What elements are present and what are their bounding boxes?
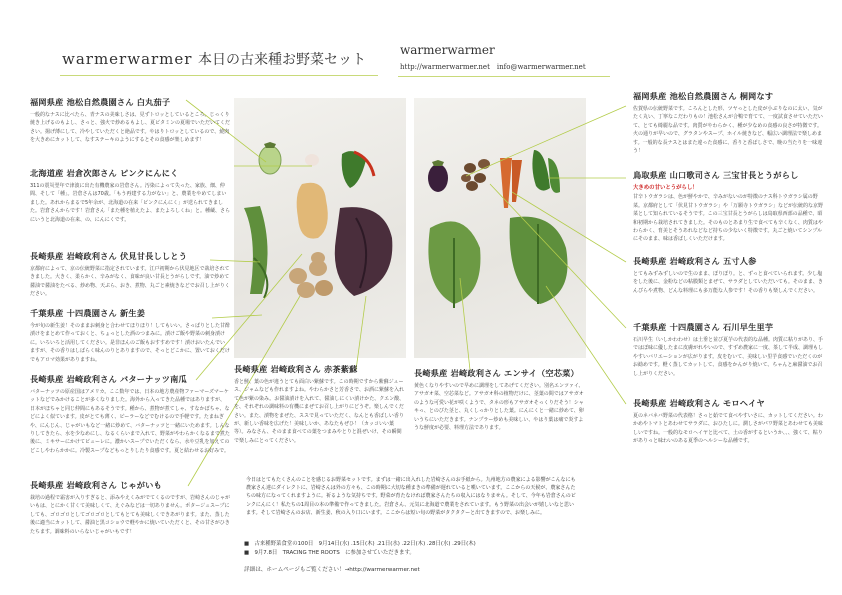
item-card [633, 170, 825, 244]
vegetable-illustration-left [234, 98, 406, 358]
item-card [30, 480, 230, 536]
item-name: 福岡県産 池松自然農園さん 白丸茄子 [30, 97, 171, 107]
item-card [633, 91, 825, 155]
contact-divider [398, 76, 610, 77]
item-description: とてもみずみずしいので生のまま、ぽりぽり。と、ずっと食べていられます。少し塩をした後に、金粉などの粘膜類とまぜて、サラダとしていただいても。そのまま、きんぴらや煮物、どんな料理にも多万能な人参です！その香りも楽しんでください。 [633, 271, 823, 294]
item-description: バターナッツの原産国はアメリカ。ここ数年では、日本の地方農産物ファーマーズマーケットなどでみかけることが多くなりました。海外から入ってきた品種ではありますが、日本がほちゃと同じ仲間にもあるそうです。種から、煮物が煮てしゃ、すなかぼちゃ、などによく似ています。皮がとても薄く、ピーラーなどでむけるので手軽です。たまねぎや、にんじん、じゃがいもなど一緒に炒めて、バターナッツと一緒にいためます。しんなりしてきたら、水を少なめにし、なるくらいまで入れて、野菜がやわらかくなるまで煮た後に、ミキサーにかけてピューレに。濃かいスープでいただくなら、水や豆乳を加えてのどこしやわらかかに。冷製スープなどもっとりしたり食感です。夏と結わせるお好みで。 [30, 389, 230, 454]
item-description: 311の震災翌年で津波に出た有機農家の岩倉さん。汚染によって失った、家族、畑、仲間、そして「種」。岩倉さんは70歳。「もう再建する力がない」と、農業をやめてしまいました。あれからまるで5年余が、北海道の在来「ピンクにんにく」が送られてきました。岩倉さんからです！岩倉さん「また種を植えたよ、またよろしくね」と。種蔵、さらにいうと北海道の在来、の、にんにくです。 [30, 183, 230, 223]
item-card [234, 364, 406, 445]
contact-info: http://warmerwarmer.net info@warmerwarmer.net [400, 63, 586, 71]
item-name: 長崎県産 岩崎政利さん 伏見甘長ししとう [30, 251, 188, 261]
item-description: 一般的なナスに比べたら、青ナスの美味しさは、見ずトロッとしているところ。じっくり焼き上げるのもよし、さっと、強火で炒めるもよし、夏ビタミンの夏場でいただいてください。揚げ薄にして、冷やしていただくと絶品です。やはりトロッとしているので、焼肉を大きめにカットして、なすステーキのようにするとその食感が楽しめます！ [30, 112, 231, 144]
item-card [30, 251, 230, 299]
footer-note: 詳細は、ホームページもご覧ください！→http://warmerwarmer.net [244, 567, 420, 573]
item-name: 長崎県産 岩崎政利さん モロヘイヤ [633, 398, 765, 408]
item-card [30, 308, 230, 364]
intro-message: 今日はとてもたくさんのことを感じるお野菜セットです。まずは一緒に出入れした岩崎さんのお手紙から。九州地方の農家による影響がこんなにも農家さん達にダイレクトに、岩崎さんは外の方々も、この時期に大切な種まきの準備が遅れていると嘆いています。ここからの天候が、農家さんたちの味方になってくれますように。祈るような気持ちです。野菜が育たなければ農家さんたちの収入にはなりません。そして、今年も岩倉さんのピンクにんにく！私たちの1周目の本の準備で作ってきました。岩倉さん、元気に北海道で農業をされています。もう野菜の出会いが嬉しいなと思います。そして岩崎さんのお店、新生姜、秋の入り口にいます。ここからは短い旬の野菜がタクタクーと出てきますので、お楽しみに。 [246, 477, 576, 516]
item-name: 長崎県産 岩崎政利さん バターナッツ南瓜 [30, 374, 187, 384]
item-card [30, 168, 230, 224]
item-name: 長崎県産 岩崎政利さん エンサイ（空芯菜） [414, 368, 579, 378]
item-name: 長崎県産 岩崎政利さん 五寸人参 [633, 256, 757, 266]
item-card [633, 398, 825, 446]
item-card [633, 256, 825, 295]
brand-name: warmerwarmer [400, 43, 495, 57]
item-card [414, 368, 586, 432]
special-note: 大きめの甘いとうがらし！ [633, 185, 698, 191]
item-name: 福岡県産 池松自然農園さん 桐岡なす [633, 91, 774, 101]
item-description: 京都府によって、京の伝統野菜に指定されています。江戸初期から伏見地区で栽培されてきました。大きく、柔らかく、辛みがなく、食味が良い甘長とうがらしです。油で炒めて醤油で醤油をたべる、炒め物、天ぷら、おき、煮物、丸ごと素焼きなどでお召し上がりください。 [30, 266, 230, 298]
item-name: 千葉県産 十四農園さん 石川早生里芋 [633, 322, 774, 332]
item-name: 北海道産 岩倉次郎さん ピンクにんにく [30, 168, 179, 178]
item-description: 甘辛トウガラシは、色が鮮やかで、辛みがないのが特徴のナス科トウガラシ属の野菜。京都府として「伏見甘トウガラシ」や「万願寺トウガラシ」などが伝統的な京野菜として知られているそうです。この三宝甘長とうがらしは鳥取県西部の品種で、昭和初期から栽培されてきました。そのものとあまり生で食べても辛くなく、肉質はやわらかく、育美とそうあれなどなど持ちの少ないく特徴です。丸ごと焼いてシンプルにそのまま、味は香ばしくいただけます。 [633, 194, 824, 243]
item-name: 鳥取県産 山口歌司さん 三宝甘長とうがらし [633, 170, 799, 180]
item-card [30, 97, 230, 145]
vegetable-photo-right [414, 98, 586, 358]
item-description: 夏のネバネバ野菜の代表格！さっと茹でて食べやすいさに、カットしてください。わかめやトマトとあわせてサラダに、おひたしに。潤しさがパワ野菜とあわせても美味しいですね。一般的なモロヘイヤと比べて、土の香がするというか、、、強くて、粘りがありっと味わいのある夏季のヘルシーな品種です。 [633, 413, 823, 445]
item-card [30, 374, 230, 455]
vegetable-photo-left [234, 98, 406, 358]
title-divider [60, 75, 378, 76]
page-title: 本日の古来種お野菜セット [198, 52, 366, 68]
item-description: 黄色くなりやすいので早めに調理をしてあげてください。別名エンツァイ、アサガオ菜、空芯菜など。アサガオ科の植物だけに、茎葉の間ではアサガオのような可愛い花が咲くようで、タネの形もアサガオそっくりだそう！シャキっ、とのびた茎と、丸くしっかりとした葉。にんにくと一緒に炒めて、卵いうちにいただきます。ナンプラー炒めも美味しい、やはり葉は痛で炎すような鮮度が必要、料理方法であります。 [414, 383, 584, 432]
item-name: 長崎県産 岩崎政利さん 赤茶紫蘇 [234, 364, 358, 374]
item-description: 香と鮮、葉の色が違うとても面白い紫蘇です。この時期ですから紫蘇ジュース、ジャムなども作れますよね。やわらかさと芳香さで、お酒に紫蘇を入れて色が紫の染み。お醤油漬けを入れて、醤油しにくい漬けかた、クエン酸、を、それぞれの調味料の有機にまぜてお召し上がりにどうぞ。楽しんでください。また、漬物をまぜた、ススで見っていただく、なんとも香ばしい香りが、新しい香味を広げた！美味しいか、あなたもぜひ！（カッコいい葉等）。みなさん、そのまま食べての葉をつまみやとりと混ぜいけ、その瞬間で楽しみにとってください。 [234, 379, 405, 444]
event-date-line: ■ 9月7.8日 TRACING THE ROOTS に参加させていただきます。 [244, 550, 415, 556]
item-description: 栽培の過程で霜害が入りすぎると、添みやえくみがでてくるのですが、岩崎さんのじゃがいもは、とにかく甘くて美味しくて、えぐみなどは一切ありません。ポタージュスープにしても、ゴロゴロとしてゴロゴロとしてもとても美味しくできあがります。また、蒸した後に適当にカットして、醤油と黒コショウで軽やかに焼いていただくと、その甘さがひきたちます。調味料のいらないじゃがいもです！ [30, 495, 231, 535]
item-description: 今が旬の新生姜！そのままお刺身と合わせてほりほり！してもいい。さっぱりとした甘酢漬けをまとめて作っておくと、ちょっとした酒のつまみに。漬けご飯や野菜の刺身漬けに。いろいろと活用してください。是非ほんのご飯もおすすめです！漬けおいたんでいますが、その香りはしばらく味んのりとありますので、そっとどこかに、置いておくだけでもアロマ効果がありますね。 [30, 323, 231, 363]
event-dates [244, 540, 476, 558]
item-name: 千葉県産 十四農園さん 新生姜 [30, 308, 146, 318]
brand-logo: warmerwarmer [62, 50, 193, 68]
item-description: 石川早生（いしかわわせ）は土垂と並び夏芋の代表的な品種。肉質に粘りがあり、手ではぽ味に優したまに皮膚がれやいので、すずめ農家に一度、茶して半成、調理もしやすいバリエーションが広がります。皮をむいて、美味しい里芋食感でいただくのがお勧めです。軽く蒸してカットして、食感をかんがり焼いて、ちゃんと麻醤油でお召し上がりください。 [633, 337, 824, 377]
vegetable-illustration-right [414, 98, 586, 358]
item-name: 長崎県産 岩崎政利さん じゃがいも [30, 480, 162, 490]
item-card [633, 322, 825, 378]
event-date-line: ■ 古来種野菜食堂の100日 9月14日(水) .15日(木) .21日(水) .22日(木) .28日(水) .29日(木) [244, 541, 476, 547]
item-description: 佐賀県の伝統野菜です。ころんとした形、ツヤっとした皮が小ぶりなのに太い、気がたく丸い、丁寧なこだわりもの！池松さんが合鴨で育てて、一度試食させていただいて、とても綺麗な品です。肉質がやわらかく、種が少なめの食感の良さが特徴です。火の通りが早いので、グラタンやスープ、ホイル焼きなど、幅広い調理法で楽しめます。一般的な長ナスとはまた違った食感に、香りと香ばしさで、晩の当たりを一味違う！ [633, 106, 823, 155]
